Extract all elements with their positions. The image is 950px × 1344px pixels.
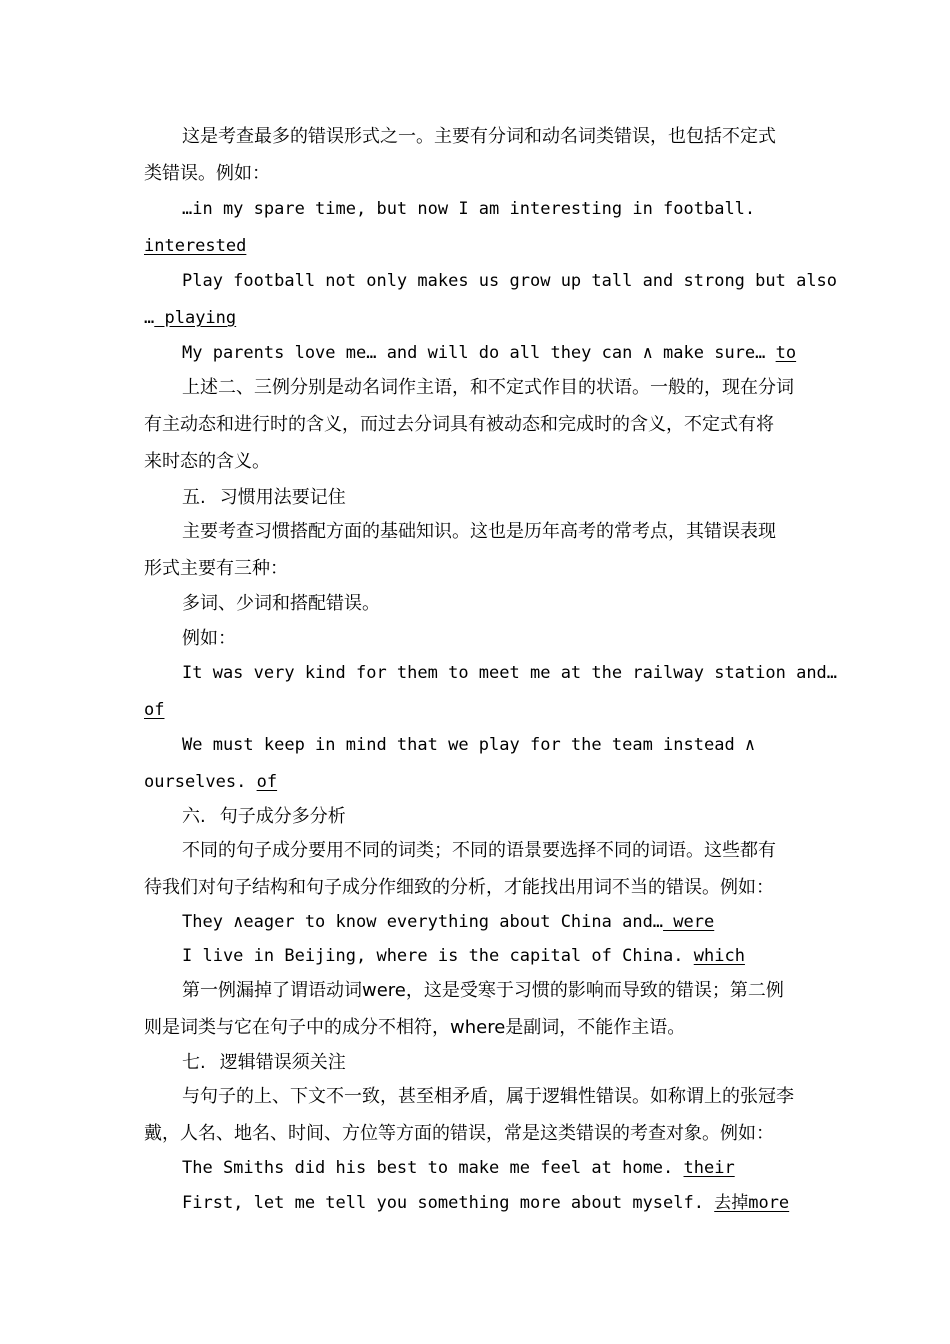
answer-line	[144, 698, 814, 722]
correction-answer: of	[144, 700, 165, 720]
line-text: 主要考查习惯搭配方面的基础知识。这也是历年高考的常考点，其错误表现	[182, 521, 776, 542]
section-number: 五.	[182, 487, 206, 508]
line-text: 待我们对句子结构和句子成分作细致的分析，才能找出用词不当的错误。例如：	[144, 877, 774, 898]
line-text: My parents love me… and will do all they can ∧ make sure…	[182, 343, 776, 363]
line-text: We must keep in mind that we play for the team instead ∧	[182, 735, 756, 755]
line-text: 则是词类与它在句子中的成分不相符，where是副词，不能作主语。	[144, 1017, 686, 1038]
line-text: …in my spare time, but now I am interesting in football.	[182, 199, 756, 219]
section-heading	[182, 486, 852, 510]
section-number: 七.	[182, 1052, 206, 1073]
correction-answer: interested	[144, 236, 247, 256]
example-sentence	[182, 1156, 852, 1180]
correction-answer: to	[775, 343, 797, 363]
paragraph-line	[182, 839, 852, 863]
correction-answer: were	[663, 912, 715, 932]
line-text: I live in Beijing, where is the capital of China.	[182, 946, 694, 966]
paragraph-line	[182, 376, 852, 400]
example-sentence	[182, 733, 852, 757]
correction-answer: of	[256, 772, 278, 792]
example-sentence	[182, 341, 852, 365]
answer-line	[144, 234, 814, 258]
line-text: 上述二、三例分别是动名词作主语，和不定式作目的状语。一般的，现在分词	[182, 377, 794, 398]
paragraph-line	[182, 979, 852, 1003]
correction-answer: playing	[154, 308, 237, 328]
paragraph-line	[182, 592, 852, 616]
line-text: 形式主要有三种：	[144, 558, 288, 579]
paragraph-line	[182, 1085, 852, 1109]
line-text: Play football not only makes us grow up tall and strong but also	[182, 271, 838, 291]
paragraph-line	[144, 876, 814, 900]
paragraph-line	[144, 557, 814, 581]
example-sentence	[182, 910, 852, 934]
paragraph-line	[182, 125, 852, 149]
line-text: 有主动态和进行时的含义，而过去分词具有被动态和完成时的含义，不定式有将	[144, 414, 774, 435]
line-text: 类错误。例如：	[144, 163, 270, 184]
paragraph-line	[144, 1016, 814, 1040]
line-text: 这是考查最多的错误形式之一。主要有分词和动名词类错误，也包括不定式	[182, 126, 776, 147]
line-text: ourselves.	[144, 772, 257, 792]
section-heading	[182, 1051, 852, 1075]
paragraph-line	[182, 627, 852, 651]
example-sentence	[182, 1191, 852, 1215]
line-text: 第一例漏掉了谓语动词were，这是受寒于习惯的影响而导致的错误；第二例	[182, 980, 784, 1001]
correction-answer: 去掉more	[714, 1193, 790, 1213]
line-text: …	[144, 308, 155, 328]
paragraph-line	[182, 520, 852, 544]
example-sentence	[182, 269, 852, 293]
example-sentence	[144, 306, 814, 330]
line-text: It was very kind for them to meet me at the railway station and…	[182, 663, 838, 683]
section-title: 句子成分多分析	[219, 806, 346, 827]
line-text: 不同的句子成分要用不同的词类；不同的语景要选择不同的词语。这些都有	[182, 840, 776, 861]
section-title: 习惯用法要记住	[219, 487, 346, 508]
line-text: 来时态的含义。	[144, 451, 270, 472]
line-text: 戴，人名、地名、时间、方位等方面的错误，常是这类错误的考查对象。例如：	[144, 1123, 774, 1144]
line-text: First, let me tell you something more about myself.	[182, 1193, 715, 1213]
line-text: They ∧eager to know everything about China and…	[182, 912, 664, 932]
example-sentence	[182, 944, 852, 968]
example-sentence	[182, 661, 852, 685]
line-text: 与句子的上、下文不一致，甚至相矛盾，属于逻辑性错误。如称谓上的张冠李	[182, 1086, 794, 1107]
line-text: 例如：	[182, 628, 236, 649]
paragraph-line	[144, 1122, 814, 1146]
paragraph-line	[144, 450, 814, 474]
correction-answer: their	[683, 1158, 735, 1178]
correction-answer: which	[693, 946, 745, 966]
example-sentence	[182, 197, 852, 221]
example-sentence	[144, 770, 814, 794]
section-heading	[182, 805, 852, 829]
section-title: 逻辑错误须关注	[219, 1052, 346, 1073]
line-text: The Smiths did his best to make me feel at home.	[182, 1158, 684, 1178]
line-text: 多词、少词和搭配错误。	[182, 593, 380, 614]
paragraph-line	[144, 413, 814, 437]
paragraph-line	[144, 162, 814, 186]
section-number: 六.	[182, 806, 206, 827]
